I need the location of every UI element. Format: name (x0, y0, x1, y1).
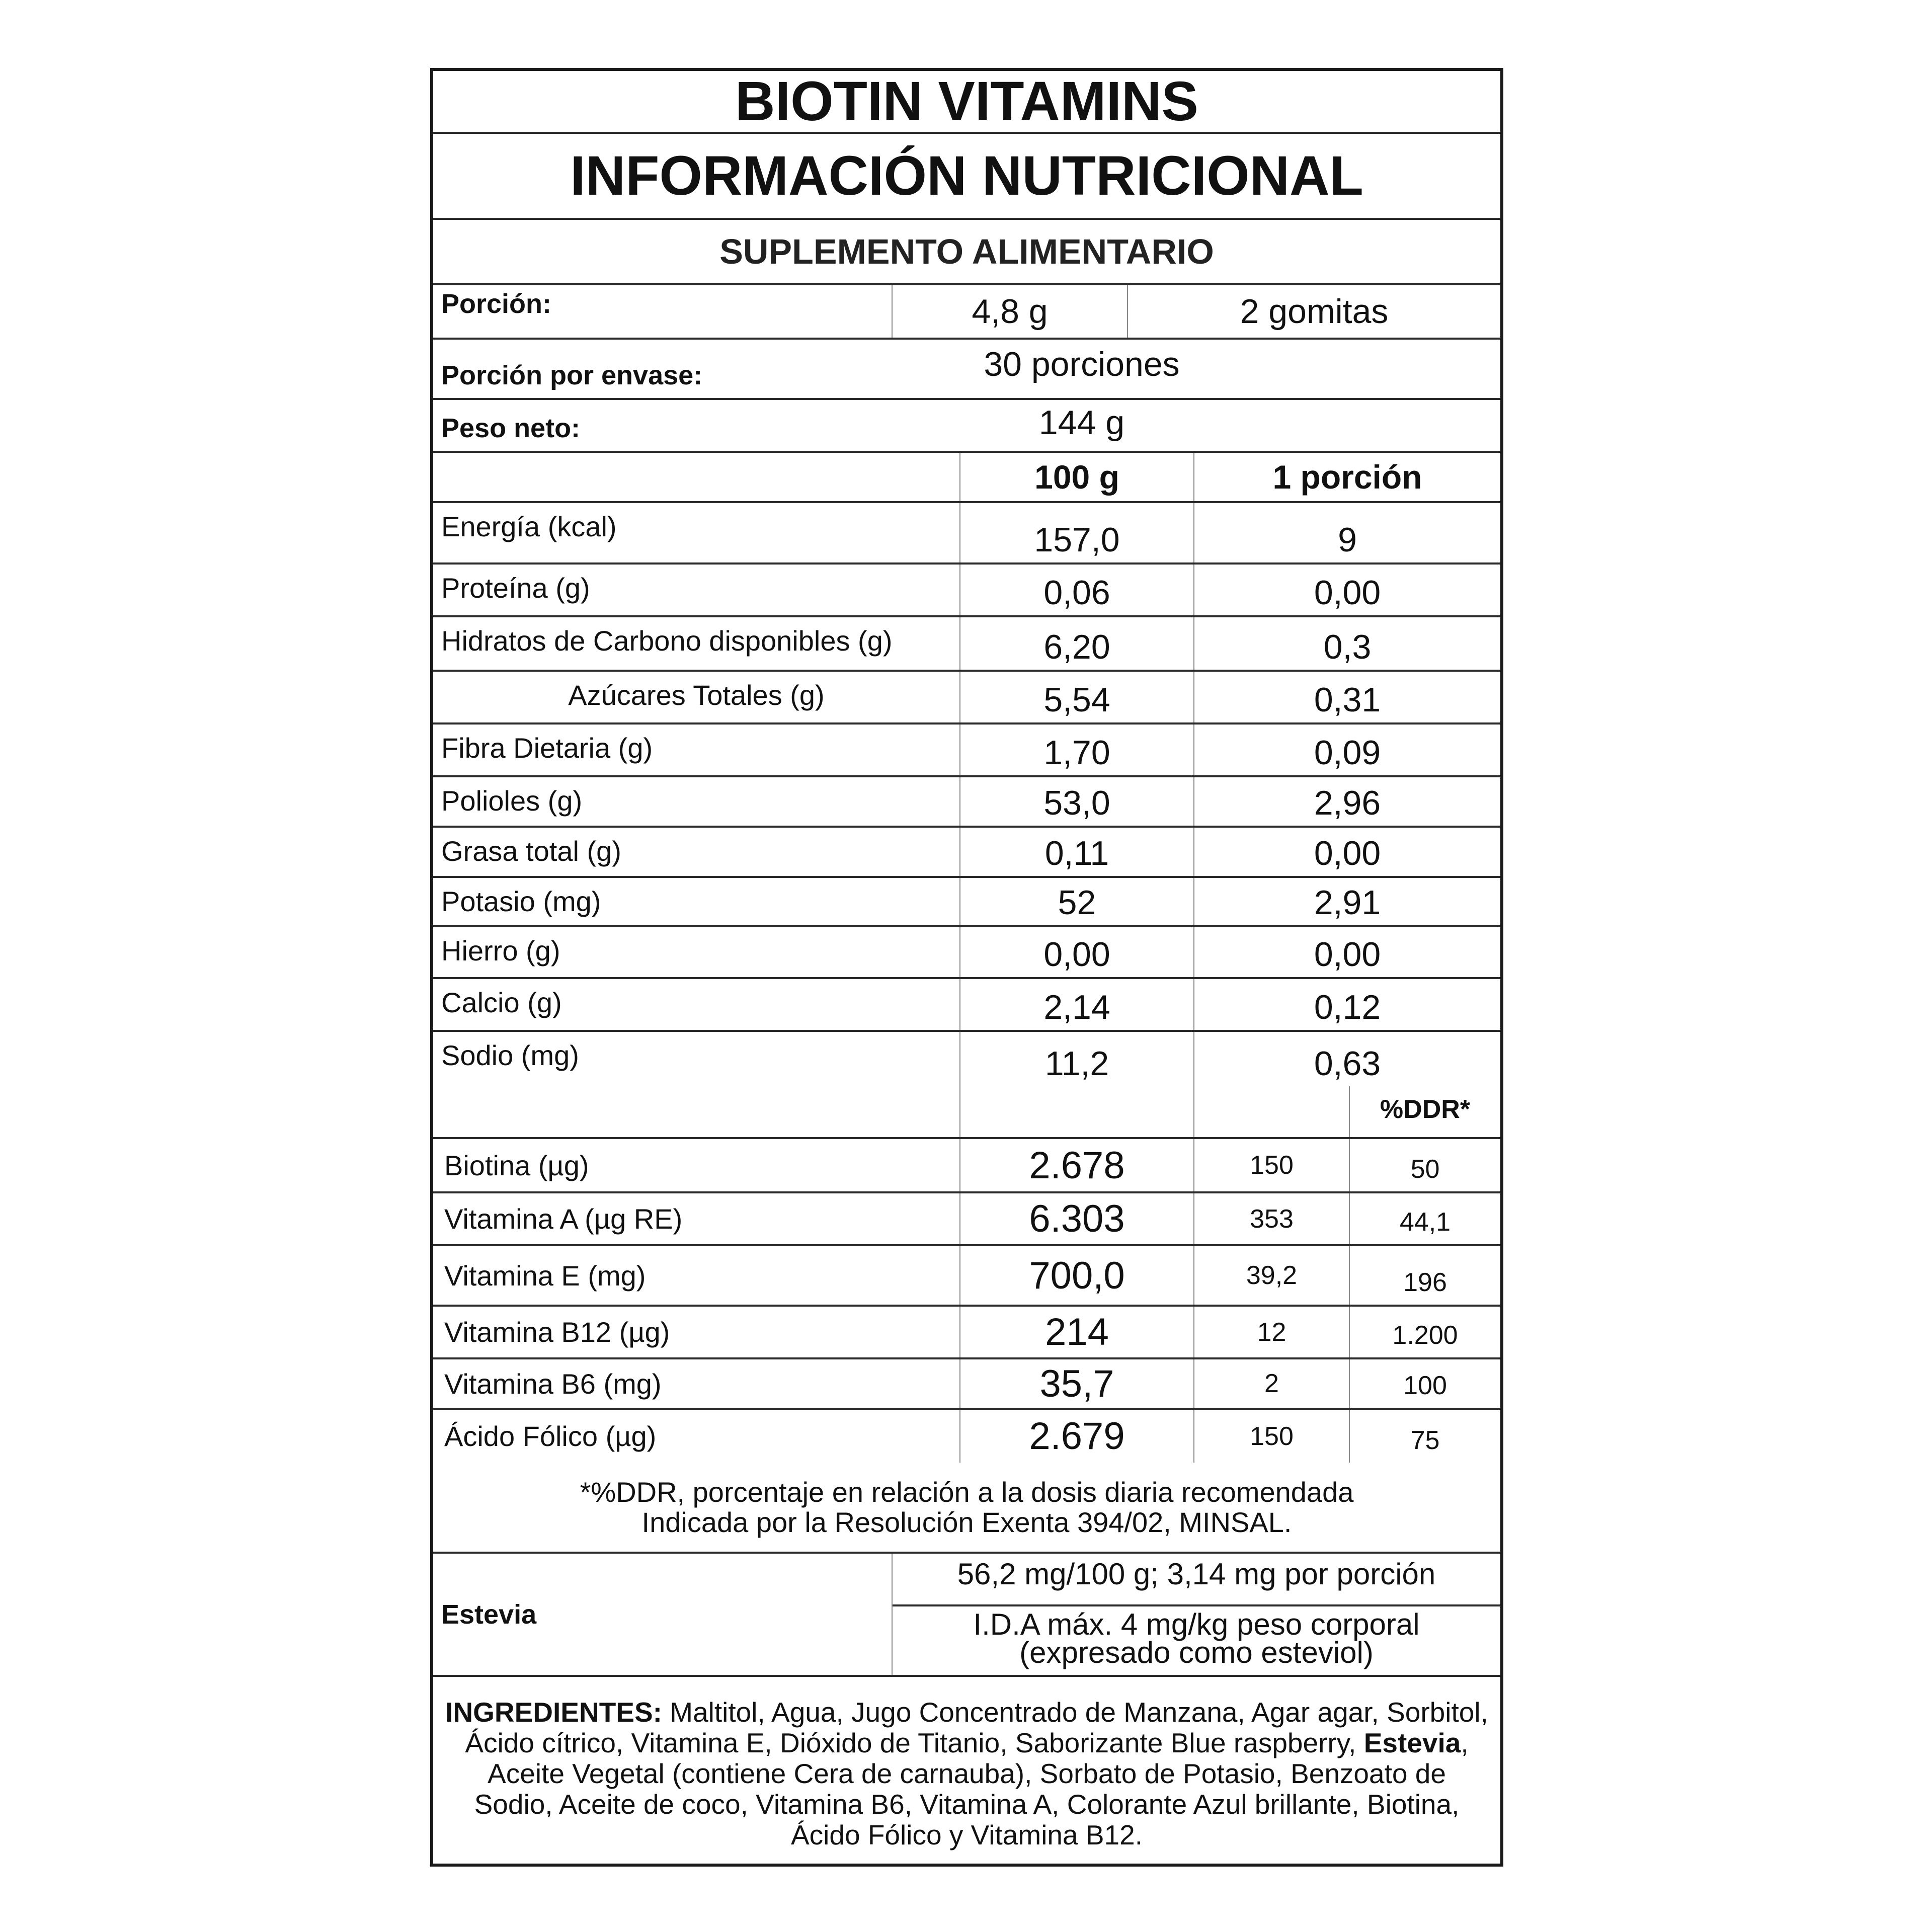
nutrient-row (433, 725, 1500, 777)
vitamin-ddr: 196 (1403, 1268, 1447, 1297)
nutrient-name: Polioles (g) (433, 777, 960, 826)
nutrient-row (433, 617, 1500, 672)
vitamin-row (433, 1139, 1500, 1193)
stevia-ida-line: I.D.A máx. 4 mg/kg peso corporal (973, 1607, 1420, 1641)
nutrient-per-portion: 0,00 (1314, 935, 1381, 974)
nutrient-per-100g: 5,54 (960, 672, 1194, 722)
nutrient-name: Potasio (mg) (433, 878, 960, 925)
vitamin-per-portion: 12 (1194, 1307, 1350, 1357)
nutrient-per-100g: 53,0 (960, 777, 1194, 826)
ingredients-label: INGREDIENTES: (445, 1697, 662, 1728)
vitamin-name: Vitamina B6 (mg) (433, 1359, 960, 1408)
header-portion: 1 porción (1272, 458, 1422, 496)
vitamin-per-100g: 700,0 (960, 1246, 1194, 1305)
vitamin-row (433, 1307, 1500, 1359)
ingredients-bold-stevia: Estevia (1363, 1727, 1461, 1758)
empty-header (960, 1086, 1194, 1137)
nutrient-per-100g: 11,2 (960, 1032, 1194, 1086)
nutrient-per-portion: 0,00 (1314, 574, 1381, 612)
portion-grams: 4,8 g (893, 285, 1128, 338)
vitamin-per-portion: 2 (1194, 1359, 1350, 1408)
stevia-values (893, 1554, 1500, 1675)
nutrient-row (433, 979, 1500, 1032)
empty-header (433, 453, 960, 501)
nutrient-name: Hierro (g) (433, 927, 960, 977)
vitamin-ddr: 75 (1410, 1426, 1440, 1455)
column-header-row (433, 453, 1500, 503)
stevia-label: Estevia (433, 1554, 893, 1675)
nutrient-per-100g: 1,70 (960, 725, 1194, 775)
nutrient-per-portion: 0,12 (1314, 988, 1381, 1026)
vitamin-per-portion: 353 (1194, 1193, 1350, 1244)
nutrient-per-100g: 6,20 (960, 617, 1194, 670)
vitamin-ddr: 50 (1410, 1155, 1440, 1184)
nutrient-name: Calcio (g) (433, 979, 960, 1030)
nutrient-per-portion: 0,09 (1314, 734, 1381, 772)
vitamin-name: Vitamina A (µg RE) (433, 1193, 960, 1244)
vitamin-header-row (433, 1086, 1500, 1139)
stevia-row (433, 1554, 1500, 1677)
vitamin-name: Ácido Fólico (µg) (433, 1410, 960, 1463)
nutrient-per-portion: 9 (1338, 521, 1357, 559)
nutrient-per-portion: 0,31 (1314, 681, 1381, 719)
nutrient-per-100g: 0,06 (960, 565, 1194, 615)
nutrient-row (433, 777, 1500, 828)
portion-label: Porción: (433, 285, 893, 338)
portions-per-pack-label: Porción por envase: (441, 360, 703, 390)
net-weight-row (433, 400, 1500, 453)
portions-per-pack-value: 30 porciones (984, 345, 1180, 383)
nutrients-table (433, 503, 1500, 1086)
nutrient-per-100g: 157,0 (960, 503, 1194, 562)
footnote (433, 1463, 1500, 1552)
nutrient-per-portion: 0,00 (1314, 834, 1381, 872)
nutrient-row (433, 503, 1500, 565)
nutrient-name: Sodio (mg) (433, 1032, 960, 1086)
product-title: BIOTIN VITAMINS (735, 71, 1198, 132)
vitamin-row (433, 1246, 1500, 1307)
vitamin-name: Vitamina E (mg) (433, 1246, 960, 1305)
stevia-amount: 56,2 mg/100 g; 3,14 mg por porción (893, 1554, 1500, 1606)
portions-per-pack-row (433, 340, 1500, 400)
nutrient-name: Energía (kcal) (433, 503, 960, 562)
empty-header (433, 1086, 960, 1137)
header-ddr: %DDR* (1380, 1095, 1471, 1124)
footnote-row (433, 1463, 1500, 1554)
title-row (433, 71, 1500, 134)
stevia-ida-line: (expresado como esteviol) (1019, 1636, 1374, 1669)
ingredients-text (433, 1677, 1500, 1864)
nutrient-name: Azúcares Totales (g) (433, 672, 960, 722)
empty-header (1194, 1086, 1350, 1137)
vitamin-row (433, 1410, 1500, 1463)
portion-units: 2 gomitas (1240, 292, 1389, 331)
ingredients-part1: Maltitol, Agua, Jugo Concentrado de Manzana, Agar agar, Sorbitol, Ácido cítrico, Vitamina E, Dióxido de Titanio, Saborizante Blue raspberry, (465, 1697, 1488, 1758)
vitamin-per-portion: 150 (1194, 1410, 1350, 1463)
ingredients-row (433, 1677, 1500, 1864)
vitamin-ddr: 44,1 (1399, 1208, 1451, 1237)
nutrient-per-100g: 0,11 (960, 828, 1194, 876)
net-weight-label: Peso neto: (441, 413, 581, 443)
nutrient-name: Hidratos de Carbono disponibles (g) (433, 617, 960, 670)
nutrition-heading: INFORMACIÓN NUTRICIONAL (570, 145, 1363, 207)
vitamin-per-100g: 2.679 (960, 1410, 1194, 1463)
header-100g: 100 g (960, 453, 1194, 501)
footnote-line: Indicada por la Resolución Exenta 394/02, MINSAL. (641, 1506, 1292, 1538)
vitamin-ddr: 1.200 (1392, 1321, 1458, 1350)
vitamin-per-100g: 6.303 (960, 1193, 1194, 1244)
nutrient-per-portion: 0,63 (1314, 1044, 1381, 1083)
nutrient-per-portion: 2,91 (1314, 883, 1381, 922)
nutrient-per-portion: 2,96 (1314, 784, 1381, 822)
nutrient-row (433, 828, 1500, 878)
nutrient-row (433, 565, 1500, 617)
portion-row (433, 285, 1500, 340)
vitamins-table (433, 1139, 1500, 1463)
nutrient-per-100g: 0,00 (960, 927, 1194, 977)
stevia-ida (893, 1606, 1500, 1675)
vitamin-per-portion: 150 (1194, 1139, 1350, 1191)
nutrient-name: Fibra Dietaria (g) (433, 725, 960, 775)
nutrient-per-100g: 52 (960, 878, 1194, 925)
vitamin-row (433, 1193, 1500, 1246)
subtitle-row (433, 134, 1500, 220)
nutrient-name: Grasa total (g) (433, 828, 960, 876)
nutrient-row (433, 1032, 1500, 1086)
nutrient-name: Proteína (g) (433, 565, 960, 615)
footnote-line: *%DDR, porcentaje en relación a la dosis diaria recomendada (580, 1476, 1354, 1508)
vitamin-row (433, 1359, 1500, 1410)
vitamin-per-100g: 35,7 (960, 1359, 1194, 1408)
vitamin-per-portion: 39,2 (1194, 1246, 1350, 1305)
vitamin-per-100g: 2.678 (960, 1139, 1194, 1191)
net-weight-value: 144 g (1038, 404, 1125, 442)
vitamin-ddr: 100 (1403, 1371, 1447, 1400)
ingredients-part2: , Aceite Vegetal (contiene Cera de carnauba), Sorbato de Potasio, Benzoato de Sodio, Aceite de coco, Vitamina B6, Vitamina A, Colorante Azul brillante, Biotina, Ácido Fólico y Vitamina B12. (474, 1727, 1469, 1850)
vitamin-per-100g: 214 (960, 1307, 1194, 1357)
vitamin-name: Vitamina B12 (µg) (433, 1307, 960, 1357)
vitamin-name: Biotina (µg) (433, 1139, 960, 1191)
nutrient-row (433, 878, 1500, 927)
nutrient-row (433, 672, 1500, 725)
nutrient-row (433, 927, 1500, 979)
category-row (433, 220, 1500, 285)
nutrient-per-portion: 0,3 (1323, 628, 1372, 666)
category-label: SUPLEMENTO ALIMENTARIO (719, 232, 1214, 271)
nutrition-label (430, 68, 1503, 1867)
nutrient-per-100g: 2,14 (960, 979, 1194, 1030)
